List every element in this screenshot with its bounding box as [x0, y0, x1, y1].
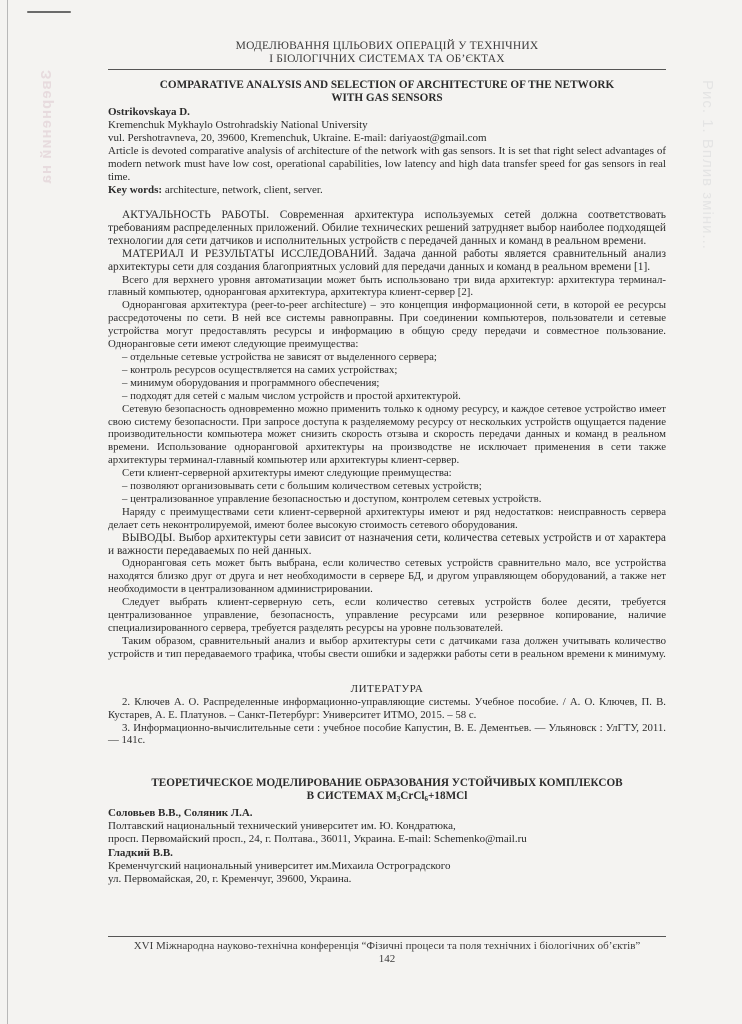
- title-text: В СИСТЕМАХ M: [306, 790, 397, 803]
- title-text: CrCl: [400, 790, 425, 803]
- running-header-line1: МОДЕЛЮВАННЯ ЦІЛЬОВИХ ОПЕРАЦІЙ У ТЕХНІЧНИХ: [235, 40, 539, 52]
- address: vul. Pershotravneva, 20, 39600, Kremenchuk, Ukraine. E-mail: dariyaost@gmail.com: [108, 132, 487, 144]
- running-header: [108, 40, 666, 66]
- address: ул. Первомайская, 20, г. Кременчуг, 39600, Украина.: [108, 873, 352, 886]
- keywords: [108, 184, 666, 197]
- page-footer: [108, 940, 666, 966]
- authors: Соловьев В.В., Соляник Л.А.: [108, 807, 253, 820]
- article-title: [108, 777, 666, 806]
- list-item: – минимум оборудования и программного обеспечения;: [122, 376, 380, 389]
- paragraph: Одноранговая сеть может быть выбрана, если количество сетевых устройств сравнительно мало, все устройства находятся близко друг от друга и нет необходимости в сервере БД, и другом управляющем оборудований, а также нет необходимости в централизованном администрировании.: [108, 557, 666, 596]
- abstract: Article is devoted comparative analysis of architecture of the network with gas sensors. It is set that right select advantages of modern network must have low cost, operational capabilities, low latency and high data transfer speed for gas sensors in real time.: [108, 145, 666, 183]
- affiliation: Kremenchuk Mykhaylo Ostrohradskiy National University: [108, 119, 368, 131]
- author: Ostrikovskaya D.: [108, 106, 190, 118]
- paragraph: МАТЕРИАЛ И РЕЗУЛЬТАТЫ ИССЛЕДОВАНИЙ. Задача данной работы является сравнительный анализ архитектуры сети для создания благоприятных условий для передачи данных и команд в реальном времени [1].: [108, 247, 666, 273]
- article-title-line2: [108, 790, 666, 806]
- list-item: – контроль ресурсов осуществляется на самих устройствах;: [122, 363, 398, 376]
- bleed-through-text-left: Звернений на: [38, 70, 55, 185]
- conference-name: XVI Міжнародна науково-технічна конференція “Фізичні процеси та поля технічних і біологічних об’єктів”: [133, 940, 641, 952]
- article-title-line2: WITH GAS SENSORS: [331, 92, 443, 104]
- scan-mark: [27, 11, 71, 13]
- list-item: – позволяют организовывать сети с большим количеством сетевых устройств;: [122, 480, 482, 493]
- list-item: – подходят для сетей с малым числом устройств и простой архитектурой.: [122, 389, 461, 402]
- subscript: 3: [396, 795, 401, 804]
- keywords-label: Key words:: [108, 184, 163, 196]
- article-title-line1: ТЕОРЕТИЧЕСКОЕ МОДЕЛИРОВАНИЕ ОБРАЗОВАНИЯ УСТОЙЧИВЫХ КОМПЛЕКСОВ: [151, 777, 623, 790]
- article-title: [108, 79, 666, 105]
- title-text: +18MCl: [428, 790, 468, 803]
- page-content: [108, 40, 666, 886]
- paragraph: Одноранговая архитектура (peer-to-peer architecture) – это концепция информационной сети, в которой ее ресурсы рассредоточены по сети. В ней все системы равноправны. При соединении компьютеров, пользователи и сетевые устройства могут предоставлять ресурсы и информацию в общую среду передачи и совместное пользование. Одноранговые сети имеют следующие преимущества:: [108, 299, 666, 351]
- running-header-line2: І БІОЛОГІЧНИХ СИСТЕМАХ ТА ОБ’ЄКТАХ: [269, 53, 505, 65]
- paragraph: Сетевую безопасность одновременно можно применить только к одному ресурсу, и каждое сетевое устройство имеет свою систему безопасности. При запросе доступа к разделяемому ресурсу от нескольких устройств ощущается падение производительности компьютера может снизить скорость отзыва и скорость передачи данных и команд в реальном времени. Использование одноранговой архитектуры на производстве не исключает применения в сети также архитектуры терминал-главный компьютер или архитектуры клиент-сервер.: [108, 402, 666, 467]
- paragraph: Всего для верхнего уровня автоматизации может быть использовано три вида архитектур: архитектура терминал-главный компьютер, одноранговая архитектура, архитектура клиент-сервер [2].: [108, 273, 666, 299]
- article-2: [108, 777, 666, 886]
- article-body: [108, 209, 666, 661]
- paragraph: ВЫВОДЫ. Выбор архитектуры сети зависит от назначения сети, количества сетевых устройств и от характера и важности передаваемых по ней данных.: [108, 531, 666, 557]
- scan-edge-line: [7, 0, 8, 1024]
- list-item: – централизованное управление безопасностью и доступом, контролем сетевых устройств.: [122, 492, 542, 505]
- literature-heading: ЛИТЕРАТУРА: [350, 682, 424, 695]
- page-number: 142: [378, 953, 396, 965]
- affiliation: Кременчугский национальный университет им.Михаила Остроградского: [108, 860, 451, 873]
- reference-item: 2. Ключев А. О. Распределенные информационно-управляющие системы. Учебное пособие. / А. О. Ключев, П. В. Кустарев, А. Е. Платунов. – Санкт-Петербург: Университет ИТМО, 2015. – 58 с.: [108, 695, 666, 721]
- authors: Гладкий В.В.: [108, 847, 173, 860]
- paragraph: Сети клиент-серверной архитектуры имеют следующие преимущества:: [122, 467, 452, 480]
- paragraph: Следует выбрать клиент-серверную сеть, если количество сетевых устройств более десяти, требуется централизованное управление, безопасность, управление ресурсами или резервное копирование, наличие специализированного сервера, требуется разделять ресурсы на уровне пользователей.: [108, 596, 666, 634]
- subscript: 6: [424, 795, 429, 804]
- bleed-through-text-right: Рис. 1. Вплив зміни...: [699, 80, 716, 250]
- article-1: [108, 79, 666, 747]
- footer-rule: [108, 936, 666, 937]
- address: просп. Первомайский просп., 24, г. Полтава., 36011, Украина. E-mail: Schemenko@mail.ru: [108, 833, 527, 846]
- reference-item: 3. Информационно-вычислительные сети : учебное пособие Капустин, В. Е. Дементьев. — Ульяновск : УлГТУ, 2011. — 141с.: [108, 721, 666, 747]
- keywords-value: architecture, network, client, server.: [164, 184, 323, 196]
- header-rule: [108, 69, 666, 70]
- affiliation: Полтавский национальный технический университет им. Ю. Кондратюка,: [108, 820, 456, 833]
- paragraph: Наряду с преимуществами сети клиент-серверной архитектуры имеют и ряд недостатков: неисправность сервера делает сеть неконтролируемой, имеют более высокую стоимость сетевого оборудования.: [108, 505, 666, 531]
- article-title-line1: COMPARATIVE ANALYSIS AND SELECTION OF ARCHITECTURE OF THE NETWORK: [159, 79, 615, 91]
- paragraph: Таким образом, сравнительный анализ и выбор архитектуры сети с датчиками газа должен учитывать количество устройств и тип передаваемого трафика, чтобы свести ошибки и задержки работы сети в реальном времени к минимуму.: [108, 634, 666, 660]
- list-item: – отдельные сетевые устройства не зависят от выделенного сервера;: [122, 350, 437, 363]
- paragraph: АКТУАЛЬНОСТЬ РАБОТЫ. Современная архитектура используемых сетей должна соответствовать требованиям распределенных приложений. Обилие технических решений затрудняет выбор наиболее подходящей технологии для сети датчиков и исполнительных устройств с передачей данных и команд в реальном времени.: [108, 209, 666, 247]
